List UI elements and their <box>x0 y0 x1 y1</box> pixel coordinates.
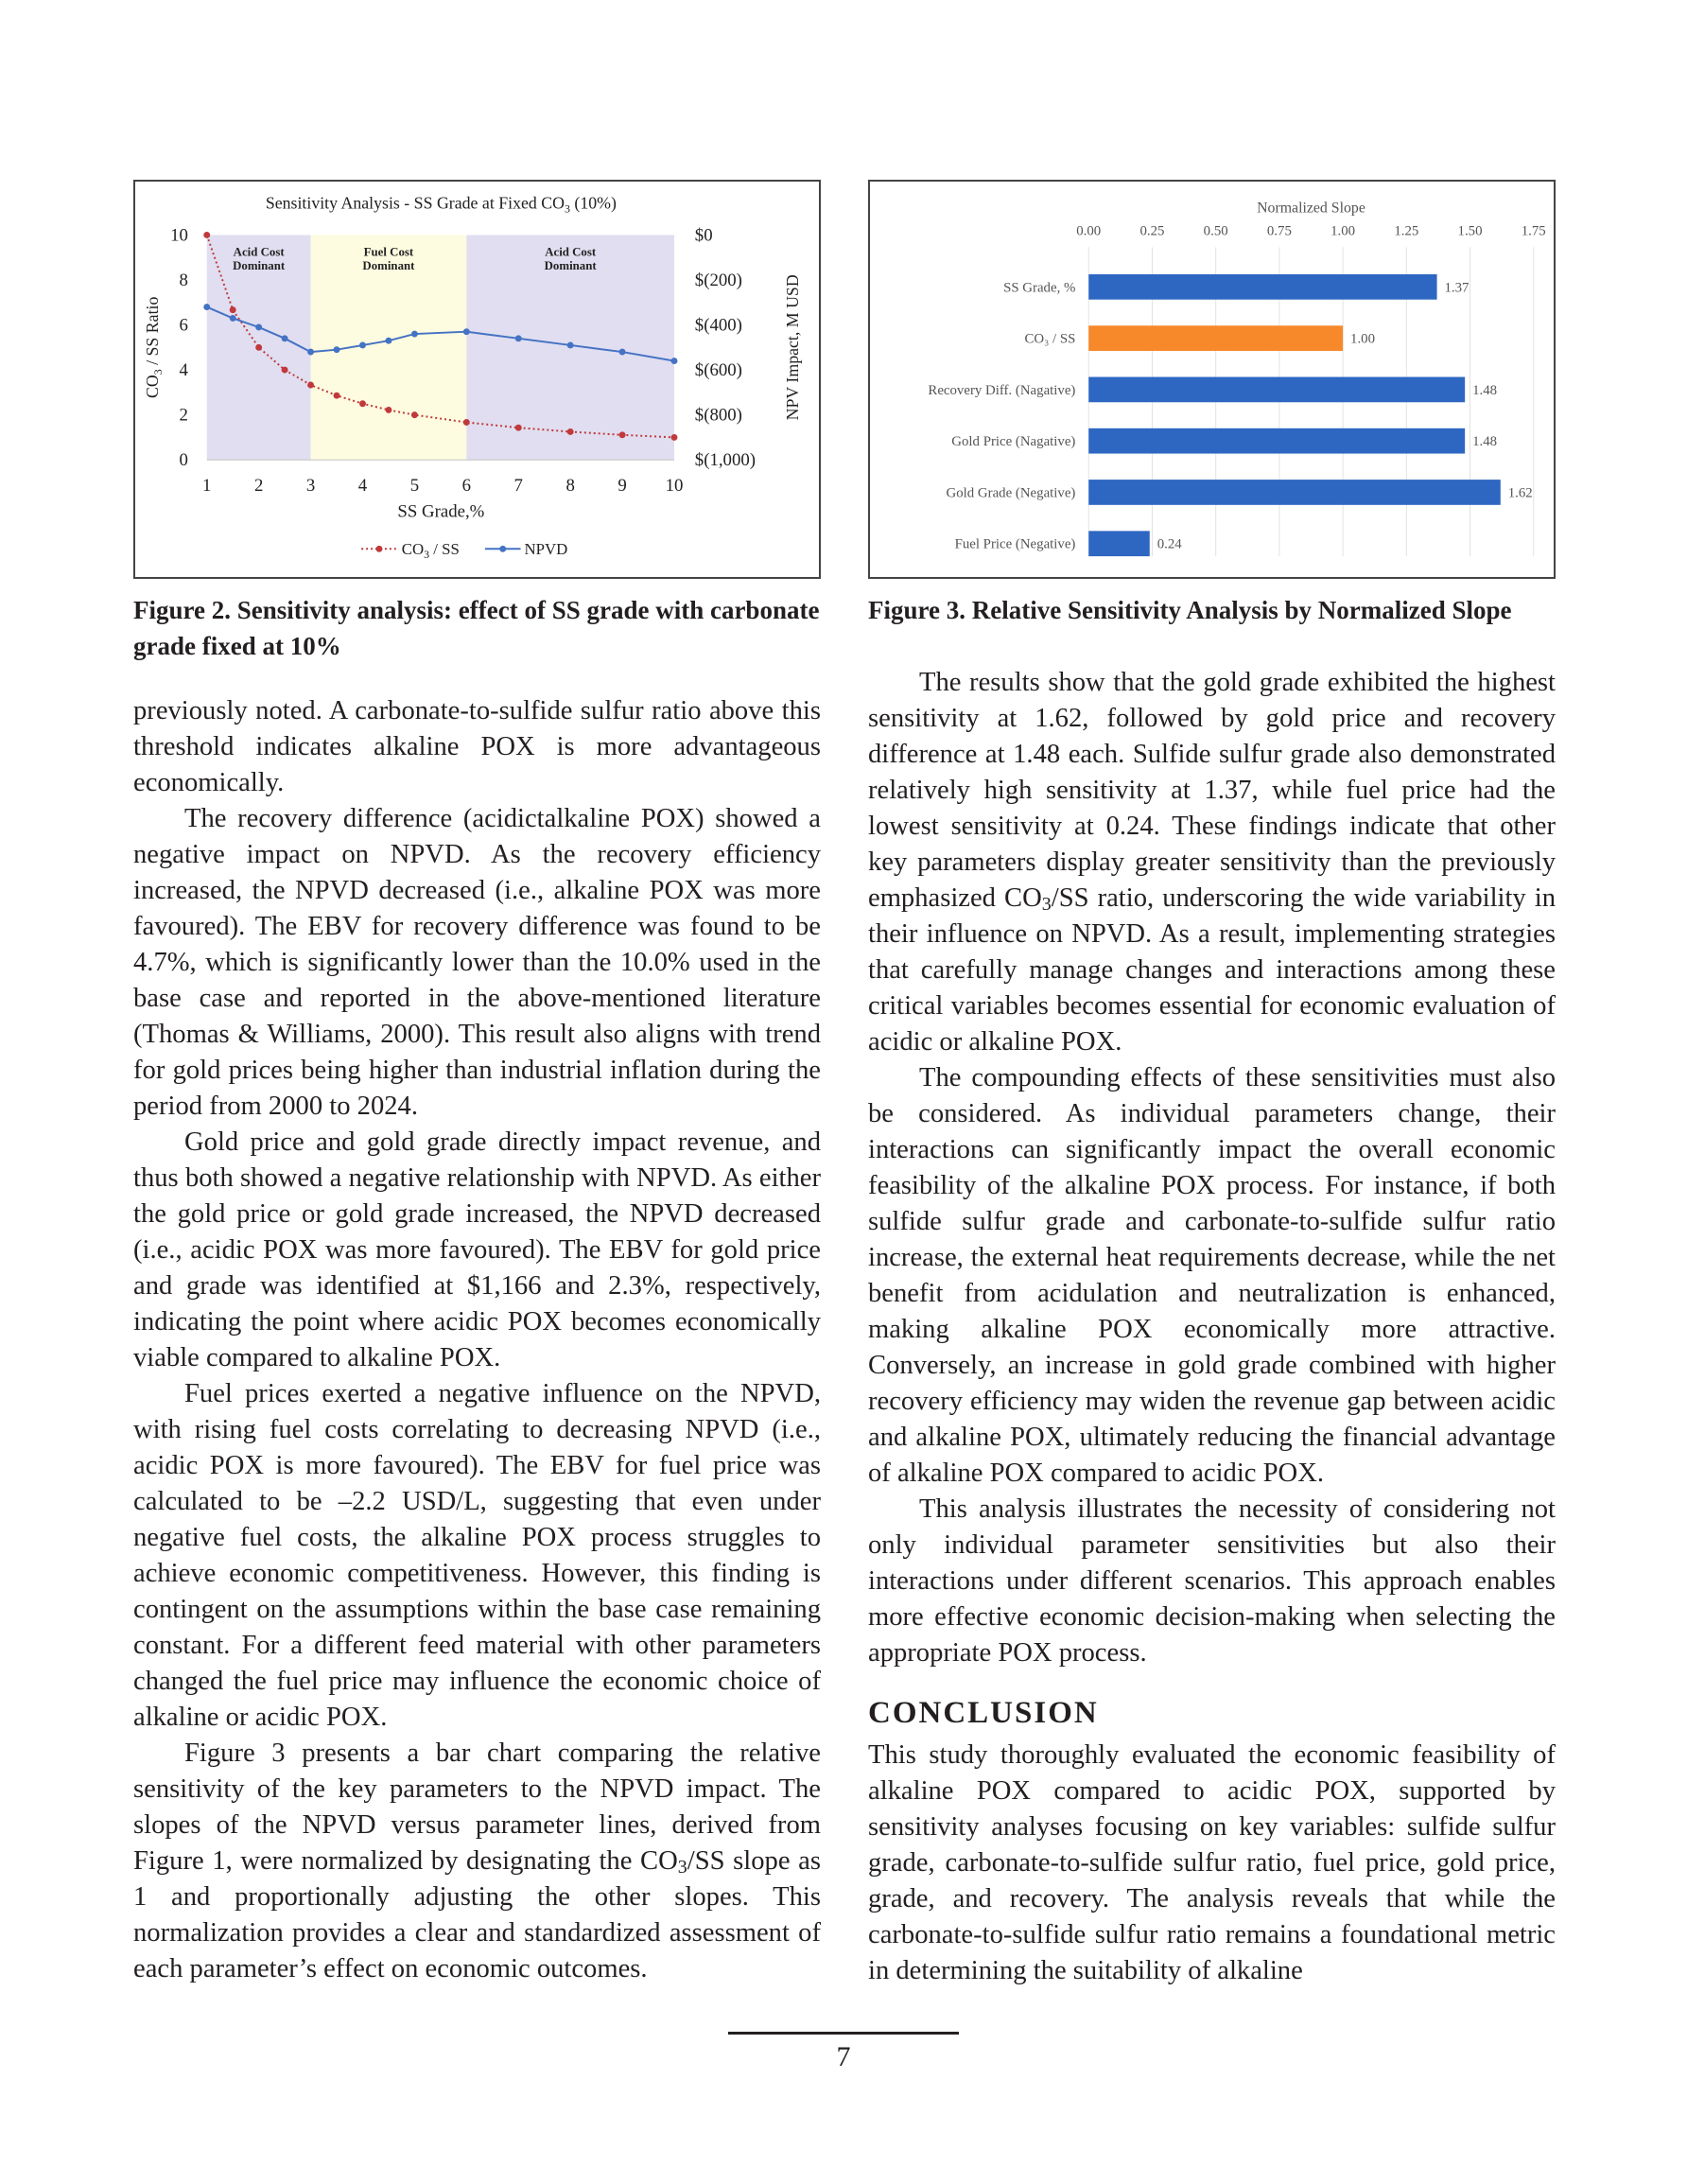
figure-2-title-suffix: (10%) <box>569 193 617 213</box>
bar <box>1088 325 1343 351</box>
bar <box>1088 377 1465 403</box>
y-left-axis-label <box>143 297 165 398</box>
series-point-1 <box>619 349 626 356</box>
series-point-0 <box>282 367 288 374</box>
right-column <box>868 665 1556 1989</box>
y-left-axis-label-main: CO <box>143 375 163 399</box>
series-point-1 <box>385 338 391 344</box>
figure-2-svg <box>135 182 819 577</box>
bar <box>1088 428 1465 454</box>
right-paragraph-3: This analysis illustrates the necessity of considering not only individual parameter sensitivities but also their interactions under different scenarios. This approach enables more effective economic decision-making when selecting the appropriate POX process. <box>868 1494 1556 1668</box>
bar-value-label: 1.62 <box>1507 485 1533 501</box>
series-point-0 <box>515 425 522 431</box>
x-tick-label: 1.00 <box>1330 223 1356 239</box>
right-paragraph-1-part-a: The results show that the gold grade exhibited the highest sensitivity at 1.62, followed by gold price and recovery difference at 1.48 each. Sulfide sulfur grade also demonstrated relatively high sensitivity at 1.37, while fuel price had the lowest sensitivity at 0.24. These findings indicate that other key parameters display greater sensitivity than the previously emphasized CO <box>868 668 1556 913</box>
y-right-tick-label: $(600) <box>694 360 742 381</box>
left-paragraph-4: Fuel prices exerted a negative influence on the NPVD, with rising fuel costs correlating to decreasing NPVD (i.e., acidic POX is more favoured). The EBV for fuel price was calculated to be –2.2 USD/L, suggesting that even under negative fuel costs, the alkaline POX process struggles to achieve economic competitiveness. However, this finding is contingent on the assumptions within the base case remaining constant. For a different feed material with other parameters changed the fuel price may influence the economic choice of alkaline or acidic POX. <box>133 1379 821 1732</box>
x-tick-label: 4 <box>357 475 368 496</box>
bar <box>1088 480 1501 505</box>
y-left-tick-label: 2 <box>179 405 188 426</box>
legend-label-co3 <box>402 540 460 561</box>
series-point-0 <box>203 232 210 238</box>
legend-label-npvd: NPVD <box>524 540 568 559</box>
series-point-1 <box>359 341 366 348</box>
y-right-tick-label: $(400) <box>694 315 742 336</box>
bar-value-label: 0.24 <box>1157 536 1182 552</box>
y-left-axis-label-sub: 3 <box>151 369 165 376</box>
y-right-tick-label: $(200) <box>694 270 742 290</box>
series-point-1 <box>307 349 314 356</box>
legend-marker-npvd <box>499 546 506 552</box>
figure-2-chart <box>133 180 821 579</box>
y-left-tick-label: 6 <box>179 315 188 336</box>
series-point-1 <box>411 331 418 338</box>
series-point-0 <box>359 400 366 407</box>
region-label-line: Dominant <box>544 259 597 273</box>
x-tick-label: 1.25 <box>1394 223 1419 239</box>
bar-value-label: 1.37 <box>1444 280 1470 296</box>
region-label-line: Fuel Cost <box>363 245 414 259</box>
y-right-tick-label: $(1,000) <box>694 450 757 471</box>
x-tick-label: 5 <box>409 475 420 496</box>
figure-3-chart <box>868 180 1556 579</box>
series-point-0 <box>255 344 262 351</box>
series-point-1 <box>463 328 470 335</box>
category-label: Fuel Price (Negative) <box>954 536 1076 552</box>
series-point-0 <box>463 419 470 426</box>
left-paragraph-3: Gold price and gold grade directly impact revenue, and thus both showed a negative relationship with NPVD. As either the gold price or gold grade increased, the NPVD decreased (i.e., acidic POX was more favoured). The EBV for gold price and grade was identified at $1,166 and 2.3%, respectively, indicating the point where acidic POX becomes economically viable compared to alkaline POX. <box>133 1127 821 1372</box>
region-label-line: Acid Cost <box>233 245 285 259</box>
region-label-1 <box>362 245 415 272</box>
x-tick-label: 8 <box>565 475 575 496</box>
y-left-tick-label: 10 <box>170 225 188 246</box>
y-right-tick-label: $(800) <box>694 405 742 426</box>
x-tick-label: 2 <box>253 475 264 496</box>
y-left-tick-label: 8 <box>179 270 188 290</box>
figure-3-title: Normalized Slope <box>1257 200 1365 217</box>
series-point-0 <box>411 411 418 418</box>
series-point-1 <box>282 335 288 341</box>
series-point-1 <box>255 323 262 330</box>
series-point-0 <box>567 428 574 435</box>
x-tick-label: 6 <box>461 475 472 496</box>
left-column <box>133 693 821 1987</box>
bar-value-label: 1.48 <box>1472 434 1498 450</box>
legend-label-co3-main: CO <box>401 540 425 559</box>
right-paragraph-1-subscript: 3 <box>1041 894 1052 915</box>
y-left-tick-label: 4 <box>179 360 188 381</box>
left-paragraph-5-part-a: Figure 3 presents a bar chart comparing the relative sensitivity of the key parameters to the NPVD impact. The slopes of the NPVD versus parameter lines, derived from Figure 1, were normalized by designating the CO <box>133 1738 821 1876</box>
x-tick-label: 10 <box>665 475 684 496</box>
x-tick-label: 0.00 <box>1076 223 1102 239</box>
figure-2-title-main: Sensitivity Analysis - SS Grade at Fixed CO <box>265 193 565 213</box>
region-label-0 <box>233 245 286 272</box>
category-label: SS Grade, % <box>1003 280 1076 296</box>
series-point-1 <box>203 304 210 310</box>
left-paragraph-5-part-b: /SS slope as 1 and proportionally adjusting the other slopes. This normalization provides a clear and standardized assessment of each parameter’s effect on economic outcomes. <box>133 1846 821 1983</box>
figure-2-caption: Figure 2. Sensitivity analysis: effect of SS grade with carbonate grade fixed at 10% <box>133 596 820 660</box>
right-paragraph-1 <box>868 665 1556 1060</box>
region-label-line: Dominant <box>362 259 415 273</box>
bar-value-label: 1.48 <box>1472 382 1498 398</box>
bar-value-label: 1.00 <box>1350 331 1376 347</box>
figure-3-svg <box>870 182 1554 577</box>
series-point-0 <box>230 306 236 313</box>
x-tick-label: 0.75 <box>1266 223 1292 239</box>
right-paragraph-1-part-b: /SS ratio, underscoring the wide variability in their influence on NPVD. As a result, implementing strategies that carefully manage changes and interactions among these critical variables becomes essential for economic evaluation of acidic or alkaline POX. <box>868 883 1556 1057</box>
series-point-0 <box>619 431 626 438</box>
region-label-line: Acid Cost <box>545 245 597 259</box>
legend-label-co3-rest: / SS <box>429 540 460 559</box>
series-point-1 <box>515 335 522 341</box>
x-tick-label: 1.75 <box>1521 223 1546 239</box>
conclusion-heading: CONCLUSION <box>868 1696 1099 1730</box>
legend-marker-co3 <box>376 546 383 552</box>
x-tick-label: 1.50 <box>1457 223 1483 239</box>
series-point-0 <box>671 434 678 441</box>
x-tick-label: 9 <box>617 475 627 496</box>
series-point-0 <box>334 393 340 399</box>
right-paragraph-2: The compounding effects of these sensitivities must also be considered. As individual parameters change, their interactions can significantly impact the overall economic feasibility of the alkaline POX process. For instance, if both sulfide sulfur grade and carbonate-to-sulfide sulfur ratio increase, the external heat requirements decrease, while the net benefit from acidulation and neutralization is enhanced, making alkaline POX economically more attractive. Conversely, an increase in gold grade combined with higher recovery efficiency may widen the revenue gap between acidic and alkaline POX, ultimately reducing the financial advantage of alkaline POX compared to acidic POX. <box>868 1063 1556 1488</box>
y-right-tick-label: $0 <box>694 225 713 246</box>
x-tick-label: 7 <box>513 475 523 496</box>
series-point-1 <box>334 346 340 353</box>
left-paragraph-2: The recovery difference (acidictalkaline POX) showed a negative impact on NPVD. As the recovery efficiency increased, the NPVD decreased (i.e., alkaline POX was more favoured). The EBV for recovery difference was found to be 4.7%, which is significantly lower than the 10.0% used in the base case and reported in the above-mentioned literature (Thomas & Williams, 2000). This result also aligns with trend for gold prices being higher than industrial inflation during the period from 2000 to 2024. <box>133 804 821 1121</box>
category-label: Recovery Diff. (Nagative) <box>928 382 1076 398</box>
bar <box>1088 274 1436 300</box>
x-tick-label: 1 <box>202 475 212 496</box>
figure-2-title-sub: 3 <box>564 201 570 216</box>
figure-2-title <box>266 194 617 216</box>
series-point-0 <box>307 382 314 389</box>
y-right-axis-label: NPV Impact, M USD <box>782 274 802 421</box>
bar <box>1088 531 1150 556</box>
region-label-line: Dominant <box>233 259 286 273</box>
x-tick-label: 3 <box>305 475 316 496</box>
y-left-axis-label-rest: / SS Ratio <box>143 296 163 370</box>
left-paragraph-1: previously noted. A carbonate-to-sulfide sulfur ratio above this threshold indicates alkaline POX is more advantageous economically. <box>133 696 821 797</box>
x-axis-label: SS Grade,% <box>397 501 485 522</box>
category-label: Gold Price (Nagative) <box>951 434 1076 450</box>
figure-3-caption: Figure 3. Relative Sensitivity Analysis by Normalized Slope <box>868 596 1512 624</box>
x-tick-label: 0.50 <box>1203 223 1228 239</box>
page-number: 7 <box>836 2041 851 2072</box>
y-left-tick-label: 0 <box>179 450 188 471</box>
series-point-1 <box>567 341 574 348</box>
series-point-0 <box>385 407 391 413</box>
series-point-1 <box>671 358 678 364</box>
region-label-2 <box>545 245 598 272</box>
x-tick-label: 0.25 <box>1139 223 1165 239</box>
category-label: CO₃ / SS <box>1024 331 1076 347</box>
left-paragraph-5-subscript: 3 <box>677 1857 687 1878</box>
left-paragraph-5 <box>133 1736 821 1987</box>
legend-label-co3-sub: 3 <box>424 548 430 562</box>
series-point-1 <box>230 315 236 322</box>
footer-rule <box>728 2032 959 2035</box>
right-paragraph-4: This study thoroughly evaluated the economic feasibility of alkaline POX compared to acidic POX, supported by sensitivity analyses focusing on key variables: sulfide sulfur grade, carbonate-to-sulfide sulfur ratio, fuel price, gold price, grade, and recovery. The analysis reveals that while the carbonate-to-sulfide sulfur ratio remains a foundational metric in determining the suitability of alkaline <box>868 1740 1556 1985</box>
category-label: Gold Grade (Negative) <box>946 485 1076 501</box>
